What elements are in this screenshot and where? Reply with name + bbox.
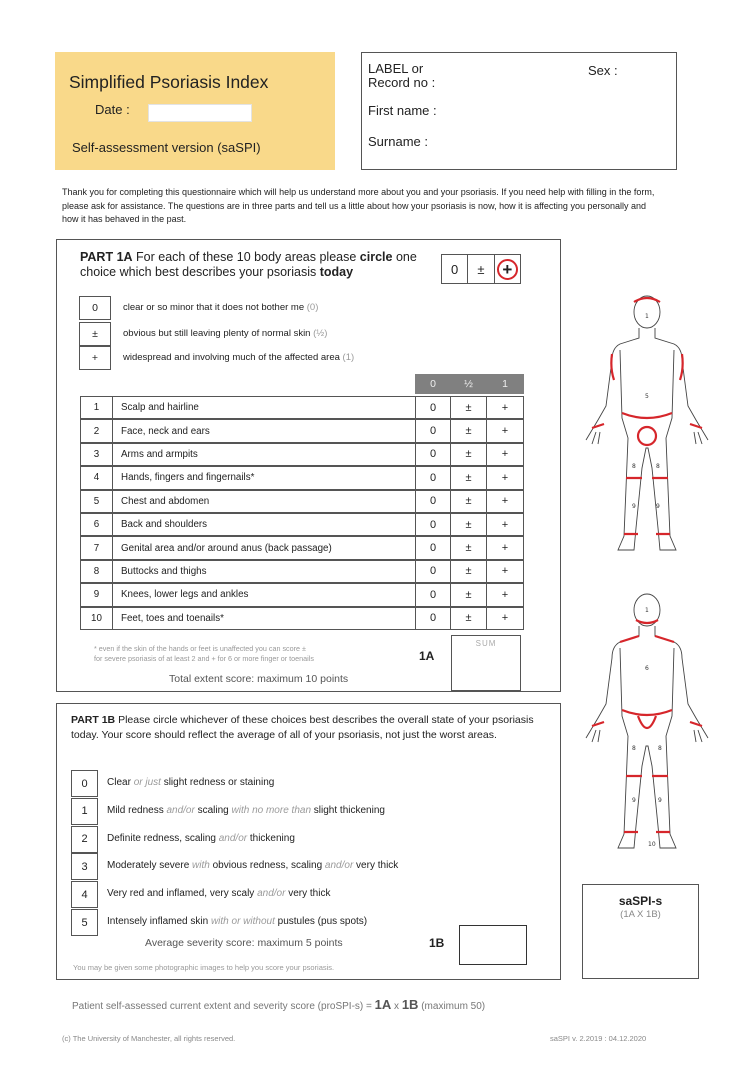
part-1b-section [56, 703, 561, 980]
svg-text:8: 8 [658, 745, 662, 752]
svg-text:1: 1 [645, 313, 649, 320]
saspi-s-title: saSPI-s [618, 894, 663, 908]
choice-plusminus[interactable]: ± [450, 607, 487, 630]
choice-plusminus[interactable]: ± [450, 536, 487, 559]
choice-plusminus[interactable]: ± [450, 396, 487, 419]
choice-plusminus[interactable]: ± [450, 419, 487, 442]
row-number: 5 [80, 490, 113, 513]
part-1a-heading: PART 1A For each of these 10 body areas please circle one choice which best describes your psoriasis today [80, 250, 417, 279]
column-header: 0 [415, 374, 451, 394]
column-header: ½ [450, 374, 487, 394]
legend-text: clear or so minor that it does not bother me (0) [123, 302, 319, 313]
sum-box[interactable] [451, 635, 521, 691]
total-extent-text: Total extent score: maximum 10 points [169, 673, 349, 685]
saspi-s-box[interactable] [582, 884, 699, 979]
table-row [80, 560, 524, 583]
photo-note: You may be given some photographic images to help you score your psoriasis. [73, 963, 335, 972]
choice-plus[interactable]: + [486, 490, 524, 513]
choice-plus[interactable]: + [486, 536, 524, 559]
choice-plus[interactable]: + [486, 443, 524, 466]
severity-text: Mild redness and/or scaling with no more than slight thickening [107, 804, 385, 816]
date-label: Date : [95, 102, 130, 117]
table-row [80, 443, 524, 466]
choice-plusminus[interactable]: ± [450, 490, 487, 513]
row-number: 1 [80, 396, 113, 419]
table-row [80, 396, 524, 419]
severity-code[interactable]: 5 [71, 909, 98, 936]
table-row [80, 583, 524, 606]
legend-code: ± [79, 322, 111, 346]
severity-option[interactable] [71, 853, 531, 880]
severity-text: Clear or just slight redness or staining [107, 777, 275, 788]
table-row [80, 419, 524, 442]
svg-text:8: 8 [632, 463, 636, 470]
choice-zero[interactable]: 0 [415, 490, 451, 513]
table-row [80, 490, 524, 513]
row-number: 7 [80, 536, 113, 559]
copyright: (c) The University of Manchester, all rights reserved. [62, 1034, 236, 1043]
body-area-label: Knees, lower legs and ankles [112, 583, 416, 606]
legend-code: + [79, 346, 111, 370]
example-zero: 0 [442, 255, 468, 283]
legend-text: obvious but still leaving plenty of normal skin (½) [123, 328, 328, 339]
legend-row [79, 346, 459, 370]
row-number: 8 [80, 560, 113, 583]
svg-text:8: 8 [632, 745, 636, 752]
score-1b-label: 1B [429, 936, 445, 950]
row-number: 9 [80, 583, 113, 606]
front-body-diagram [582, 288, 712, 558]
body-area-label: Chest and abdomen [112, 490, 416, 513]
severity-option[interactable] [71, 770, 531, 797]
choice-zero[interactable]: 0 [415, 513, 451, 536]
row-number: 10 [80, 607, 113, 630]
header-panel [55, 52, 335, 170]
intro-text: Thank you for completing this questionnaire which will help us understand more about you and your psoriasis. If you need help with filling in the form, please ask for assistance. The questions are in three parts and tell us a little about how your psoriasis is now, how it is affecting you personally and how it has behaved in the past. [62, 187, 655, 224]
body-area-label: Buttocks and thighs [112, 560, 416, 583]
part-1a-section [56, 239, 561, 692]
severity-code[interactable]: 0 [71, 770, 98, 797]
choice-plus[interactable]: + [486, 560, 524, 583]
svg-text:10: 10 [648, 841, 656, 848]
sum-label: SUM [475, 639, 497, 648]
row-number: 6 [80, 513, 113, 536]
example-plusminus: ± [468, 255, 494, 283]
choice-zero[interactable]: 0 [415, 583, 451, 606]
example-plus [495, 255, 520, 283]
choice-plusminus[interactable]: ± [450, 560, 487, 583]
row-number: 2 [80, 419, 113, 442]
legend-row [79, 322, 459, 346]
choice-plusminus[interactable]: ± [450, 443, 487, 466]
date-field[interactable] [148, 104, 252, 122]
table-row [80, 607, 524, 630]
choice-plusminus[interactable]: ± [450, 583, 487, 606]
choice-zero[interactable]: 0 [415, 396, 451, 419]
severity-option[interactable] [71, 881, 531, 908]
legend-code: 0 [79, 296, 111, 320]
body-area-label: Genital area and/or around anus (back passage) [112, 536, 416, 559]
choice-plus[interactable]: + [486, 396, 524, 419]
sex-label: Sex : [588, 63, 618, 78]
body-area-label: Back and shoulders [112, 513, 416, 536]
severity-text: Very red and inflamed, very scaly and/or very thick [107, 888, 331, 900]
svg-text:9: 9 [632, 797, 636, 804]
final-score-text: Patient self-assessed current extent and severity score (proSPI-s) = 1A x 1B (maximum 50) [72, 997, 486, 1012]
choice-zero[interactable]: 0 [415, 607, 451, 630]
choice-plus[interactable]: + [486, 513, 524, 536]
patient-label-box [361, 52, 677, 170]
score-1b-box[interactable] [459, 925, 527, 965]
table-row [80, 513, 524, 536]
choice-plus[interactable]: + [486, 466, 524, 489]
score-1a-label: 1A [419, 649, 435, 663]
example-choice [441, 254, 521, 284]
legend-text: widespread and involving much of the affected area (1) [123, 352, 355, 363]
surname-label: Surname : [368, 134, 428, 149]
table-row [80, 536, 524, 559]
table-row [80, 466, 524, 489]
choice-plus[interactable]: + [486, 583, 524, 606]
hands-feet-footnote: * even if the skin of the hands or feet is unaffected you can score ± for severe psoriasis of at least 2 and + for 6 or more finger or toenails [94, 644, 314, 663]
severity-code[interactable]: 1 [71, 798, 98, 825]
severity-text: Intensely inflamed skin with or without pustules (pus spots) [107, 916, 368, 927]
body-area-label: Arms and armpits [112, 443, 416, 466]
svg-text:8: 8 [656, 463, 660, 470]
choice-plus[interactable]: + [486, 419, 524, 442]
choice-plusminus[interactable]: ± [450, 466, 487, 489]
choice-zero[interactable]: 0 [415, 466, 451, 489]
choice-plusminus[interactable]: ± [450, 513, 487, 536]
svg-text:9: 9 [658, 797, 662, 804]
body-area-label: Face, neck and ears [112, 419, 416, 442]
choice-zero[interactable]: 0 [415, 419, 451, 442]
severity-option[interactable] [71, 826, 531, 853]
svg-text:1: 1 [645, 607, 649, 614]
column-header: 1 [486, 374, 524, 394]
circled-plus-icon: + [497, 259, 518, 280]
body-area-label: Feet, toes and toenails* [112, 607, 416, 630]
severity-text: Definite redness, scaling and/or thickening [107, 832, 295, 844]
choice-zero[interactable]: 0 [415, 443, 451, 466]
back-body-diagram [582, 590, 712, 860]
form-version: Self-assessment version (saSPI) [72, 140, 261, 155]
choice-zero[interactable]: 0 [415, 560, 451, 583]
part-1b-heading: PART 1B Please circle whichever of these choices best describes the overall state of your psoriasis today. Your score should reflect the average of all of your psoriasis, not just the worst areas. [71, 714, 534, 741]
severity-option[interactable] [71, 798, 531, 825]
form-title: Simplified Psoriasis Index [69, 72, 269, 92]
row-number: 3 [80, 443, 113, 466]
svg-text:9: 9 [656, 503, 660, 510]
body-area-label: Scalp and hairline [112, 396, 416, 419]
svg-text:9: 9 [632, 503, 636, 510]
label-text: LABEL or [368, 61, 424, 76]
severity-code[interactable]: 4 [71, 881, 98, 908]
severity-code[interactable]: 2 [71, 826, 98, 853]
average-severity-text: Average severity score: maximum 5 points [145, 937, 343, 949]
svg-text:6: 6 [645, 665, 649, 672]
severity-text: Moderately severe with obvious redness, scaling and/or very thick [107, 860, 399, 872]
body-area-label: Hands, fingers and fingernails* [112, 466, 416, 489]
record-no-label: Record no : [368, 75, 436, 90]
severity-code[interactable]: 3 [71, 853, 98, 880]
document-version: saSPI v. 2.2019 : 04.12.2020 [550, 1034, 647, 1043]
choice-zero[interactable]: 0 [415, 536, 451, 559]
saspi-s-formula: (1A X 1B) [620, 909, 661, 920]
svg-text:5: 5 [645, 393, 649, 400]
first-name-label: First name : [368, 103, 437, 118]
legend-row [79, 296, 459, 320]
row-number: 4 [80, 466, 113, 489]
choice-plus[interactable]: + [486, 607, 524, 630]
